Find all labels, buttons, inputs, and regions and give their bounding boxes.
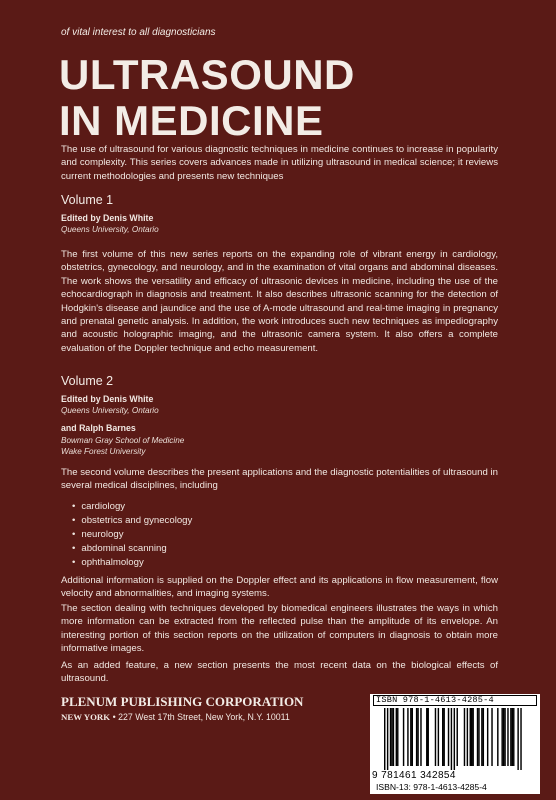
publisher-city: NEW YORK [61,712,111,722]
biological-effects-paragraph: As an added feature, a new section presents the most recent data on the biological effects of ultrasound. [61,660,498,685]
list-item: • cardiology [72,500,192,514]
volume-2-coeditor: and Ralph Barnes [61,423,136,433]
list-item: • abdominal scanning [72,542,192,556]
barcode-bar [454,708,455,770]
publisher-name: PLENUM PUBLISHING CORPORATION [61,694,304,709]
isbn-top: ISBN 978-1-4613-4285-4 [373,695,537,706]
barcode-bar [412,708,413,766]
volume-2-description: The second volume describes the present applications and the diagnostic potentialities of ultrasound in several medical disciplines, including [61,467,498,492]
barcode-bar [426,708,427,766]
isbn-13: ISBN-13: 978-1-4613-4285-4 [376,782,487,792]
volume-2-editor-affiliation: Queens University, Ontario [61,406,159,415]
barcode-bar [483,708,484,766]
volume-1-editor-affiliation: Queens University, Ontario [61,225,159,234]
barcode-bar [477,708,478,766]
volume-1-description: The first volume of this new series reports on the expanding role of vibrant energy in cardiology, obstetrics, gynecology, and neurology, and in the examination of vital organs and abdominal diseases. The work shows the versatility and efficacy of ultrasonic devices in medicine, including the use of the echocardiograph in diagnosis and treatment. It also describes ultrasonic scanning for the detection of Hodgkin's disease and jaundice and the use of A-mode ultrasound and real-time imaging in pregnancy and prenatal genetic analysis. In addition, the work introduces such new techniques as impediography and acoustic holographic imaging, and the ultrasonic camera system. It also offers a complete evaluation of the Doppler technique and echo measurement. [61,249,498,354]
barcode-bar [512,708,513,766]
barcode-bar [471,708,472,766]
barcode-bar [451,708,452,770]
barcode-bar [393,708,394,766]
barcode-bar [416,708,417,766]
barcode-bar [448,708,449,766]
list-item: • neurology [72,528,192,542]
intro-paragraph: The use of ultrasound for various diagnostic techniques in medicine continues to increase in popularity and complexity. This series covers advances made in utilizing ultrasound in medical science; it reviews current methodologies and presents new techniques [61,144,498,182]
volume-2-coeditor-affiliation-1: Bowman Gray School of Medicine [61,436,185,445]
volume-2-coeditor-affiliation-2: Wake Forest University [61,447,146,456]
volume-2-editor: Edited by Denis White [61,394,154,404]
barcode-bar [403,708,404,766]
barcode-bar [464,708,465,766]
barcode-bar [457,708,458,766]
doppler-paragraph: Additional information is supplied on the Doppler effect and its applications in flow measurement, flow velocity and abnormalities, and imaging systems. [61,575,498,600]
barcode-bar [507,708,508,766]
barcode-bar [387,708,388,770]
barcode-bar [501,708,502,766]
volume-2-heading: Volume 2 [61,374,114,388]
barcode-bar [470,708,471,766]
title-line-2: IN MEDICINE [59,97,324,144]
volume-1-editor: Edited by Denis White [61,213,154,223]
publisher-street: • 227 West 17th Street, New York, N.Y. 10011 [112,712,290,722]
disciplines-list [72,500,192,570]
barcode-block [370,694,540,794]
barcode-bar [391,708,392,766]
barcode-bar [481,708,482,766]
barcode-bar [438,708,439,766]
barcode-bar [396,708,397,766]
barcode-bar [435,708,436,766]
barcode-bar [442,708,443,766]
barcode-bar [443,708,444,766]
barcode-bar [390,708,391,766]
barcode-bar [428,708,429,766]
barcode-bar [487,708,488,766]
barcode-digits: 9 781461 342854 [372,770,456,781]
barcode-bar [417,708,418,766]
biomedical-paragraph: The section dealing with techniques developed by biomedical engineers illustrates the ways in which more information can be extracted from the reflected pulse than the amplitude of its envelope. An interesting portion of this section reports on the utilization of computers in diagnosis to obtain more informative images. [61,603,498,655]
publisher-address [61,712,290,722]
barcode-bar [397,708,398,766]
tagline: of vital interest to all diagnosticians [61,27,216,38]
barcode-bar [503,708,504,766]
title-line-1: ULTRASOUND [59,51,355,98]
barcode-bar [497,708,498,766]
barcode-bar [407,708,408,766]
barcode-bar [520,708,521,770]
list-item: • obstetrics and gynecology [72,514,192,528]
barcode-bar [467,708,468,766]
barcode [370,708,540,770]
barcode-bar [510,708,511,766]
barcode-bar [384,708,385,770]
list-item: • ophthalmology [72,556,192,570]
barcode-bar [478,708,479,766]
barcode-bar [472,708,473,766]
barcode-bar [420,708,421,766]
barcode-bar [513,708,514,766]
barcode-bar [504,708,505,766]
volume-1-heading: Volume 1 [61,193,114,207]
barcode-bar [517,708,518,770]
book-title [59,52,355,144]
barcode-bar [491,708,492,766]
barcode-bar [410,708,411,766]
